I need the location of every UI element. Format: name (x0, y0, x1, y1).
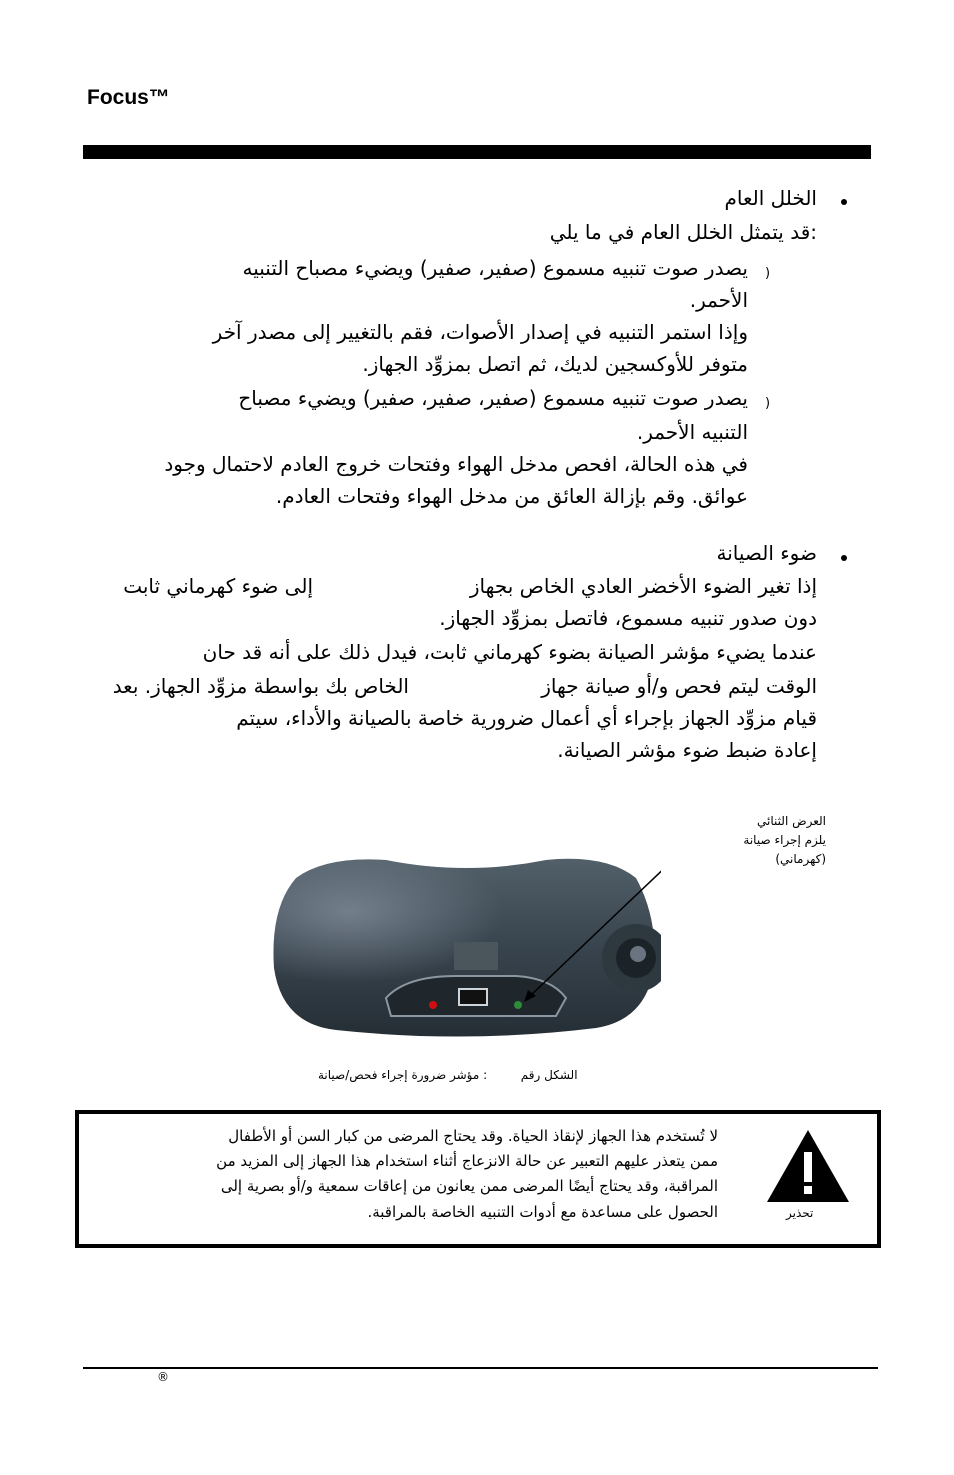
item1-marker: ) (765, 266, 771, 281)
section2-line3: عندما يضيء مؤشر الصيانة بضوء كهرماني ثابت، فيدل ذلك على أنه قد حان (202, 640, 817, 664)
section2-heading: ضوء الصيانة (716, 541, 817, 565)
figure-caption (318, 1068, 578, 1082)
section2-line4b: الخاص بك بواسطة مزوِّد الجهاز. بعد (112, 674, 409, 698)
warning-line3: المراقبة، وقد يحتاج أيضًا المرضى ممن يعانون من إعاقات سمعية و/أو بصرية إلى (220, 1177, 718, 1195)
item2-line1: يصدر صوت تنبيه مسموع (صفير، صفير، صفير) ويضيء مصباح (238, 386, 748, 410)
bottom-rule (83, 1367, 878, 1369)
item2-note1: في هذه الحالة، افحص مدخل الهواء وفتحات خروج العادم لاحتمال وجود (164, 452, 748, 476)
item1-line2: الأحمر. (689, 288, 748, 312)
item1-note1: وإذا استمر التنبيه في إصدار الأصوات، فقم بالتغيير إلى مصدر آخر (212, 320, 748, 344)
caption-label: الشكل رقم (520, 1068, 578, 1082)
warning-line2: ممن يتعذر عليهم التعبير عن حالة الانزعاج أثناء استخدام هذا الجهاز إلى المزيد من (216, 1152, 718, 1170)
warning-line4: الحصول على مساعدة مع أدوات التنبيه الخاصة بالمراقبة. (367, 1203, 718, 1221)
device-photo (266, 848, 661, 1040)
section2-line6: إعادة ضبط ضوء مؤشر الصيانة. (557, 738, 817, 762)
warning-box (75, 1110, 881, 1248)
top-rule (83, 145, 871, 159)
callout-line3: (كهرماني) (775, 852, 826, 866)
item2-line2: التنبيه الأحمر. (636, 420, 748, 444)
bullet-section2 (841, 555, 847, 561)
header-title: Focus™ (87, 86, 170, 109)
warning-line1: لا تُستخدم هذا الجهاز لإنقاذ الحياة. وقد يحتاج المرضى من كبار السن أو الأطفال (228, 1127, 718, 1145)
section1-intro: :قد يتمثل الخلل العام في ما يلي (549, 220, 817, 244)
section1-heading: الخلل العام (724, 186, 817, 210)
section2-line5: قيام مزوِّد الجهاز بإجراء أي أعمال ضرورية خاصة بالصيانة والأداء، سيتم (236, 706, 817, 730)
section2-line1b: إلى ضوء كهرماني ثابت (123, 574, 313, 598)
item2-marker: ) (765, 396, 771, 411)
callout-line1: العرض الثنائي (757, 814, 826, 828)
registered-mark: ® (157, 1370, 169, 1384)
section2-line4a: الوقت ليتم فحص و/أو صيانة جهاز (541, 674, 817, 698)
warning-icon-label: تحذير (786, 1206, 814, 1220)
callout-line2: يلزم إجراء صيانة (743, 833, 826, 847)
bullet-section1 (841, 199, 847, 205)
warning-triangle-icon (763, 1126, 853, 1206)
item1-note2: متوفر للأوكسجين لديك، ثم اتصل بمزوِّد الجهاز. (362, 352, 748, 376)
section2-line1a: إذا تغير الضوء الأخضر العادي الخاص بجهاز (469, 574, 817, 598)
item1-line1: يصدر صوت تنبيه مسموع (صفير، صفير) ويضيء مصباح التنبيه (242, 256, 748, 280)
caption-sep: : (483, 1068, 488, 1082)
caption-text: مؤشر ضرورة إجراء فحص/صيانة (318, 1068, 480, 1082)
section2-line2: دون صدور تنبيه مسموع، فاتصل بمزوِّد الجهاز. (439, 606, 817, 630)
item2-note2: عوائق. وقم بإزالة العائق من مدخل الهواء وفتحات العادم. (275, 484, 748, 508)
figure-callout (743, 812, 826, 869)
